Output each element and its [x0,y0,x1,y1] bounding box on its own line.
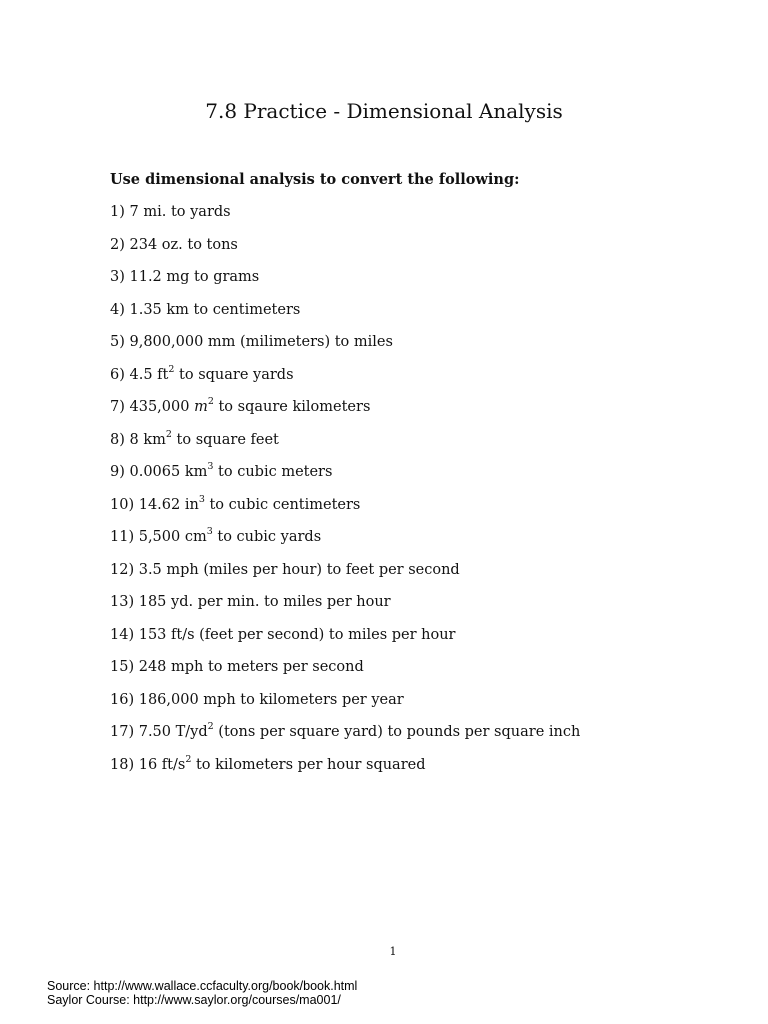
problem-text: 185 yd. per min. to miles per hour [138,594,391,610]
problem-exponent: 3 [207,461,214,473]
problem-number: 4) [110,301,125,318]
problem-text: 248 mph to meters per second [138,659,364,675]
problem-item [110,755,580,788]
problem-text-after: to cubic yards [212,529,322,545]
problem-text: 0.0065 km [129,464,208,480]
problem-item [110,462,580,495]
problem-number: 16) [110,691,135,708]
page-title: 7.8 Practice - Dimensional Analysis [205,99,563,123]
problem-exponent: 2 [168,363,175,375]
problem-number: 13) [110,594,135,610]
problem-exponent: 3 [198,493,205,505]
problem-text: 7 mi. to yards [129,204,231,220]
problem-item [110,722,580,755]
problem-item [110,430,580,463]
problem-item [110,527,580,560]
problem-text: 9,800,000 mm (milimeters) to miles [129,334,393,350]
problem-item [110,625,580,658]
problem-text-after: to sqaure kilometers [213,399,371,415]
course-line: Saylor Course: http://www.saylor.org/courses/ma001/ [47,993,341,1007]
source-footer [47,979,357,1007]
problem-text-after: to square yards [174,366,294,383]
problem-text: 11.2 mg to grams [129,269,260,285]
problem-number: 12) [110,561,135,578]
problem-item [110,657,580,690]
problem-text: 16 ft/s [138,756,186,773]
problem-variable: m [194,399,208,415]
problem-item [110,592,580,625]
problem-item [110,690,580,723]
problem-text: 3.5 mph (miles per hour) to feet per second [138,561,460,578]
problem-item [110,560,580,593]
problem-number: 8) [110,431,125,448]
problem-text: 7.50 T/yd [138,724,208,740]
problem-exponent: 3 [206,526,213,538]
problem-exponent: 2 [185,753,192,765]
problem-exponent: 2 [207,721,214,733]
problem-number: 1) [110,204,125,220]
instructions: Use dimensional analysis to convert the following: [110,171,520,188]
problem-list [110,202,580,787]
problem-text-after: to square feet [171,431,279,448]
source-line: Source: http://www.wallace.ccfaculty.org/book/book.html [47,979,358,993]
problem-number: 9) [110,464,125,480]
problem-text-after: to cubic meters [213,464,333,480]
problem-text: 153 ft/s (feet per second) to miles per hour [138,626,456,643]
problem-number: 18) [110,756,135,773]
problem-item [110,365,580,398]
problem-text: 5,500 cm [138,529,207,545]
problem-number: 7) [110,399,125,415]
problem-exponent: 2 [165,428,172,440]
problem-item [110,202,580,235]
problem-text-after: to kilometers per hour squared [191,756,426,773]
problem-text: 186,000 mph to kilometers per year [138,691,404,708]
problem-number: 10) [110,496,135,513]
problem-number: 15) [110,659,135,675]
page-number: 1 [389,945,397,958]
problem-item [110,235,580,268]
problem-text: 435,000 [129,399,195,415]
problem-text: 1.35 km to centimeters [129,301,301,318]
problem-text-after: to cubic centimeters [204,496,361,513]
problem-number: 2) [110,236,125,253]
problem-exponent: 2 [207,396,214,408]
problem-number: 14) [110,626,135,643]
problem-text: 4.5 ft [129,366,169,383]
problem-text-after: (tons per square yard) to pounds per square inch [213,724,581,740]
problem-text: 234 oz. to tons [129,236,238,253]
problem-text: 8 km [129,431,166,448]
problem-item [110,300,580,333]
problem-text: 14.62 in [138,496,199,513]
problem-item [110,495,580,528]
problem-number: 11) [110,529,135,545]
problem-item [110,397,580,430]
problem-number: 3) [110,269,125,285]
problem-number: 5) [110,334,125,350]
problem-item [110,267,580,300]
problem-number: 6) [110,366,125,383]
problem-item [110,332,580,365]
problem-number: 17) [110,724,135,740]
